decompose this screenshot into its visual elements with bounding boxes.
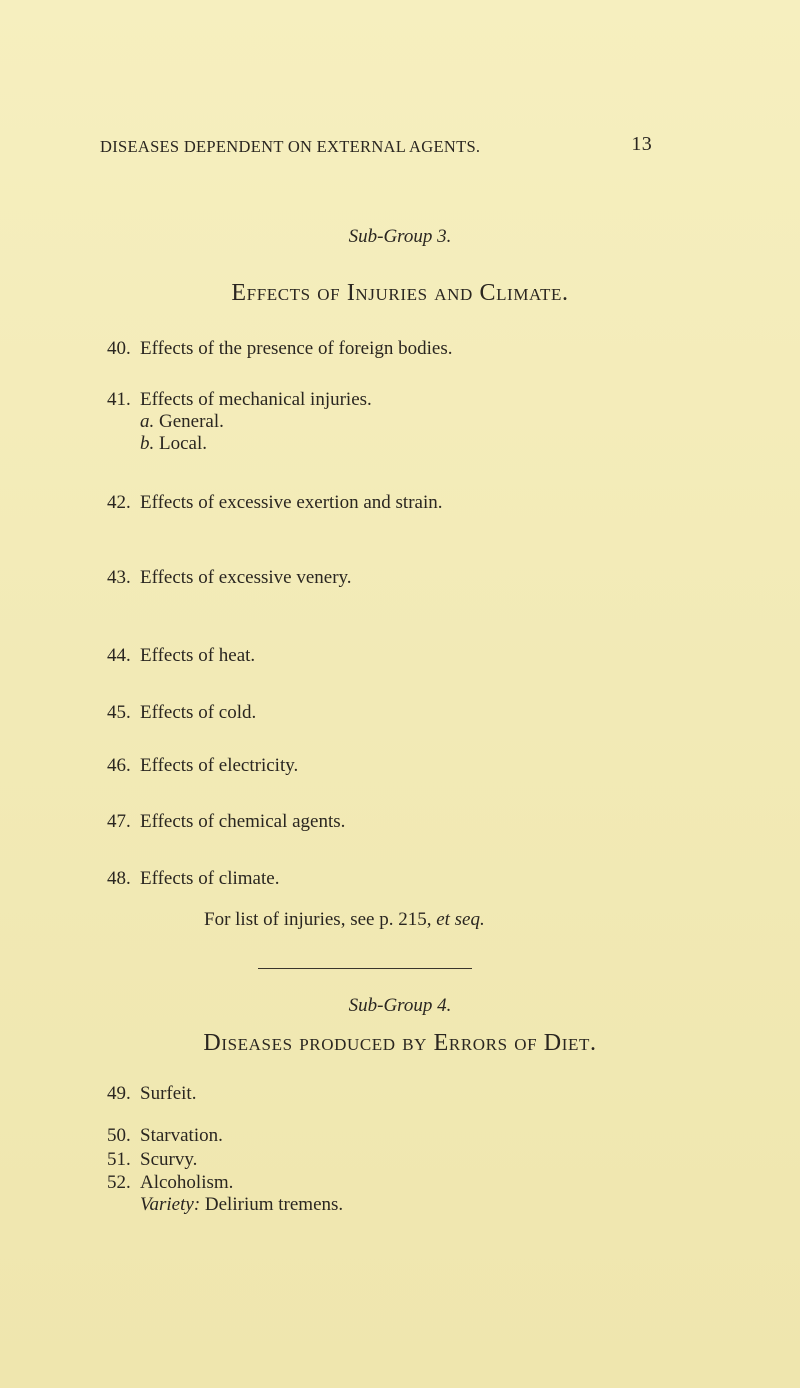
subgroup-4-label: Sub-Group 4. [348, 995, 452, 1016]
list-item: 48. Effects of climate. [107, 868, 280, 889]
section-3-heading: Effects of Injuries and Climate. [231, 280, 569, 306]
subgroup-3-label: Sub-Group 3. [348, 226, 452, 247]
list-item: 41. Effects of mechanical injuries. [107, 389, 372, 410]
list-item: 45. Effects of cold. [107, 702, 257, 723]
section-divider [258, 968, 472, 969]
list-item: 46. Effects of electricity. [107, 755, 299, 776]
page-number: 13 [631, 133, 652, 155]
list-item: 43. Effects of excessive venery. [107, 567, 352, 588]
section-4-heading: Diseases produced by Errors of Diet. [203, 1030, 597, 1056]
list-item: 49. Surfeit. [107, 1083, 197, 1104]
list-item: 51. Scurvy. [107, 1149, 198, 1170]
variety-note: Variety: Delirium tremens. [140, 1194, 344, 1215]
list-item: 44. Effects of heat. [107, 645, 256, 666]
list-item: 40. Effects of the presence of foreign bodies. [107, 338, 453, 359]
list-item: 50. Starvation. [107, 1125, 223, 1146]
cross-reference-note: For list of injuries, see p. 215, et seq. [204, 909, 485, 930]
list-item: 42. Effects of excessive exertion and strain. [107, 492, 443, 513]
list-item: 52. Alcoholism. [107, 1172, 234, 1193]
sub-item: a. General. [140, 411, 224, 432]
running-head-title: DISEASES DEPENDENT ON EXTERNAL AGENTS. [100, 137, 481, 156]
list-item: 47. Effects of chemical agents. [107, 811, 346, 832]
sub-item: b. Local. [140, 433, 208, 454]
